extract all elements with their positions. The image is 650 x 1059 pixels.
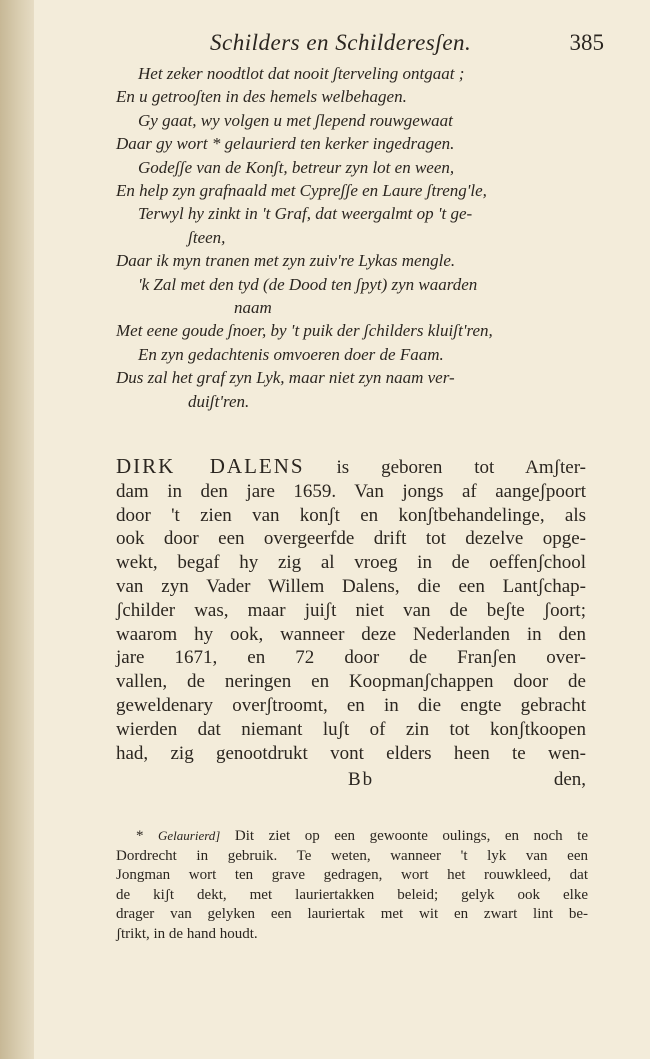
catchword: den, [553, 769, 586, 790]
poem-line: Dus zal het graf zyn Lyk, maar niet zyn naam ver- [116, 368, 455, 388]
poem-line: 'k Zal met den tyd (de Dood ten ʃpyt) zyn waarden [138, 274, 478, 294]
footnote-line: Jongman wort ten grave gedragen, wort het rouwkleed, dat [116, 867, 588, 884]
poem-line: Met eene goude ʃnoer, by 't puik der ʃchilders kluiʃt'ren, [116, 321, 493, 341]
body-line: van zyn Vader Willem Dalens, die een Lantʃchap- [116, 575, 586, 597]
poem-line: En help zyn grafnaald met Cypreʃʃe en Laure ʃtreng'le, [116, 181, 487, 201]
body-line-text: is geboren tot Amʃter- [336, 457, 586, 478]
footnote-line: de kiʃt dekt, met lauriertakken beleid; gelyk ook elke [116, 886, 588, 903]
person-name: DIRK DALENS [116, 454, 305, 478]
body-line [116, 455, 586, 480]
body-line: wekt, begaf hy zig al vroeg in de oeffenʃchool [116, 552, 586, 574]
page-header [174, 30, 604, 62]
footnote-lines [116, 847, 588, 945]
poem-line: Het zeker noodtlot dat nooit ʃterveling ontgaat ; [138, 64, 465, 83]
poem-line: Daar gy wort * gelaurierd ten kerker ingedragen. [116, 134, 455, 154]
poem-stanza [116, 62, 616, 413]
poem-line: duiʃt'ren. [188, 391, 250, 411]
book-binding-edge [0, 0, 34, 1059]
poem-line: Gy gaat, wy volgen u met ʃlepend rouwgewaat [138, 110, 453, 130]
body-line: vallen, de neringen en Koopmanʃchappen door de [116, 671, 586, 693]
body-line: had, zig genootdrukt vont elders heen te wen- [116, 742, 586, 764]
footnote-line-text: Dit ziet op een gewoonte oulings, en noch te [234, 828, 589, 844]
page-number: 385 [569, 30, 604, 55]
body-line: dam in den jare 1659. Van jongs af aangeʃpoort [116, 480, 586, 502]
body-line: ʃchilder was, maar juiʃt niet van de beʃte ʃoort; [116, 599, 586, 621]
footnote-term: Gelaurierd] [158, 828, 221, 843]
footnote-line: drager van gelyken een lauriertak met wit en zwart lint be- [116, 906, 588, 923]
running-head: Schilders en Schilderesʃen. [210, 30, 472, 55]
footnote [116, 826, 588, 945]
body-line: jare 1671, en 72 door de Franʃen over- [116, 647, 586, 669]
poem-line: ʃteen, [188, 227, 226, 247]
body-line: geweldenary overʃtroomt, en in die engte gebracht [116, 694, 586, 716]
footnote-marker: * [136, 828, 144, 844]
poem-line: En u getrooʃten in des hemels welbehagen. [116, 87, 407, 107]
footnote-line: Dordrecht in gebruik. Te weten, wanneer 't lyk van een [116, 847, 588, 864]
signature-row [116, 769, 586, 795]
poem-line: En zyn gedachtenis omvoeren doer de Faam. [138, 344, 444, 364]
poem-line: naam [234, 298, 272, 318]
poem-line: Godeʃʃe van de Konʃt, betreur zyn lot en ween, [138, 157, 455, 177]
footnote-line: ʃtrikt, in de hand houdt. [116, 925, 258, 942]
body-paragraph [116, 455, 586, 765]
body-line: ook door een overgeerfde drift tot dezelve opge- [116, 528, 586, 550]
book-page [34, 0, 650, 1059]
poem-line: Daar ik myn tranen met zyn zuiv're Lykas mengle. [116, 251, 456, 271]
footnote-line [116, 826, 588, 847]
body-line: door 't zien van konʃt en konʃtbehandelinge, als [116, 504, 586, 526]
poem-line: Terwyl hy zinkt in 't Graf, dat weergalmt op 't ge- [138, 204, 473, 224]
body-lines [116, 480, 586, 766]
body-line: waarom hy ook, wanneer deze Nederlanden in den [116, 623, 586, 645]
body-line: wierden dat niemant luʃt of zin tot konʃtkoopen [116, 718, 586, 740]
signature-mark: Bb [348, 769, 375, 790]
